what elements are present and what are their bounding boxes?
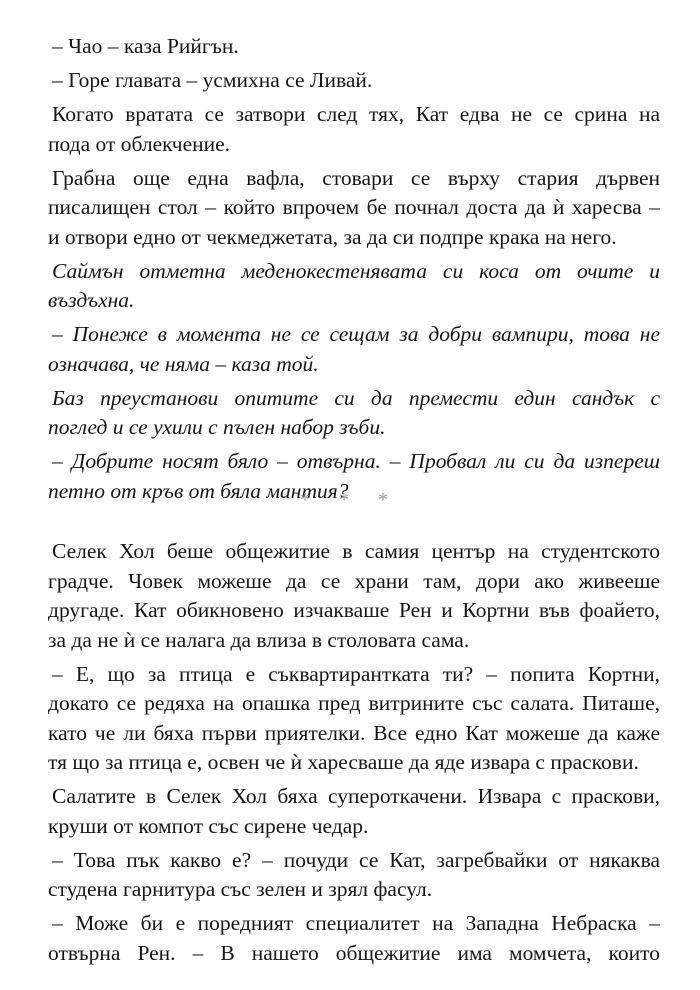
- text-line: поглед и се ухили с пълен набор зъби.: [48, 415, 386, 439]
- text-line: означава, че няма – каза той.: [48, 351, 319, 376]
- text-line: пода от облекчение.: [48, 131, 231, 156]
- text-line: Селек Хол беше общежитие в самия център на студентското: [52, 539, 660, 563]
- text-line: Когато вратата се затвори след тях, Кат едва не се срина на: [52, 102, 660, 126]
- text-line: круши от компот със сирене чедар.: [48, 813, 369, 838]
- text-line: – Добрите носят бяло – отвърна. – Пробвал ли си да изпереш: [52, 449, 660, 473]
- text-line: Баз преустанови опитите си да премести един сандък с: [52, 385, 660, 410]
- paragraph: [48, 66, 660, 96]
- text-line: – Понеже в момента не се сещам за добри вампири, това не: [52, 322, 660, 346]
- paragraph: [48, 537, 660, 655]
- paragraph: [48, 100, 660, 159]
- paragraph: [48, 257, 660, 316]
- text-line: Салатите в Селек Хол бяха супероткачени. Извара с праскови,: [52, 784, 660, 808]
- text-line: – Горе главата – усмихна се Ливай.: [52, 68, 373, 92]
- paragraph: [48, 660, 660, 778]
- text-line: Саймън отметна меденокестенявата си коса от очите и: [52, 258, 660, 283]
- text-line: и отвори едно от чекмеджетата, за да си подпре крака на него.: [48, 224, 617, 249]
- paragraph: [48, 782, 660, 841]
- text-line: – Чао – каза Рийгън.: [52, 34, 239, 58]
- paragraph: [48, 384, 660, 443]
- text-line: за да не ѝ се налага да влиза в столовата сама.: [48, 627, 470, 652]
- paragraph: [48, 164, 660, 253]
- text-line: – Може би е поредният специалитет на Западна Небраска –: [52, 911, 660, 935]
- paragraph: [48, 846, 660, 905]
- text-line: тя що за птица е, освен че ѝ харесваше да яде извара с праскови.: [48, 750, 639, 774]
- text-line: писалищен стол – който впрочем бе почнал доста да ѝ харесва –: [48, 195, 660, 219]
- text-line: като че ли бяха първи приятелки. Все едно Кат можеше да каже: [48, 720, 660, 745]
- paragraph: [48, 909, 660, 968]
- text-line: градче. Човек можеше да се храни там, дори ако живееше: [48, 568, 660, 593]
- paragraph: [48, 32, 660, 62]
- text-line: докато се редяха на опашка пред витрините със салата. Питаше,: [48, 691, 660, 715]
- paragraph: [48, 320, 660, 379]
- text-line: отвърна Рен. – В нашето общежитие има момчета, които: [48, 940, 660, 965]
- text-line: студена гарнитура със зелен и зрял фасул.: [48, 877, 433, 901]
- text-line: – Е, що за птица е съквартирантката ти? – попита Кортни,: [52, 661, 660, 686]
- text-line: петно от кръв от бяла мантия?: [48, 478, 349, 503]
- text-line: – Това пък какво е? – почуди се Кат, загребвайки от някаква: [52, 847, 660, 872]
- text-line: Грабна още една вафла, стовари се върху стария дървен: [52, 165, 660, 190]
- text-line: другаде. Кат обикновено изчакваше Рен и Кортни във фоайето,: [48, 598, 660, 622]
- text-line: въздъхна.: [48, 288, 135, 312]
- section-separator: * * *: [300, 489, 400, 511]
